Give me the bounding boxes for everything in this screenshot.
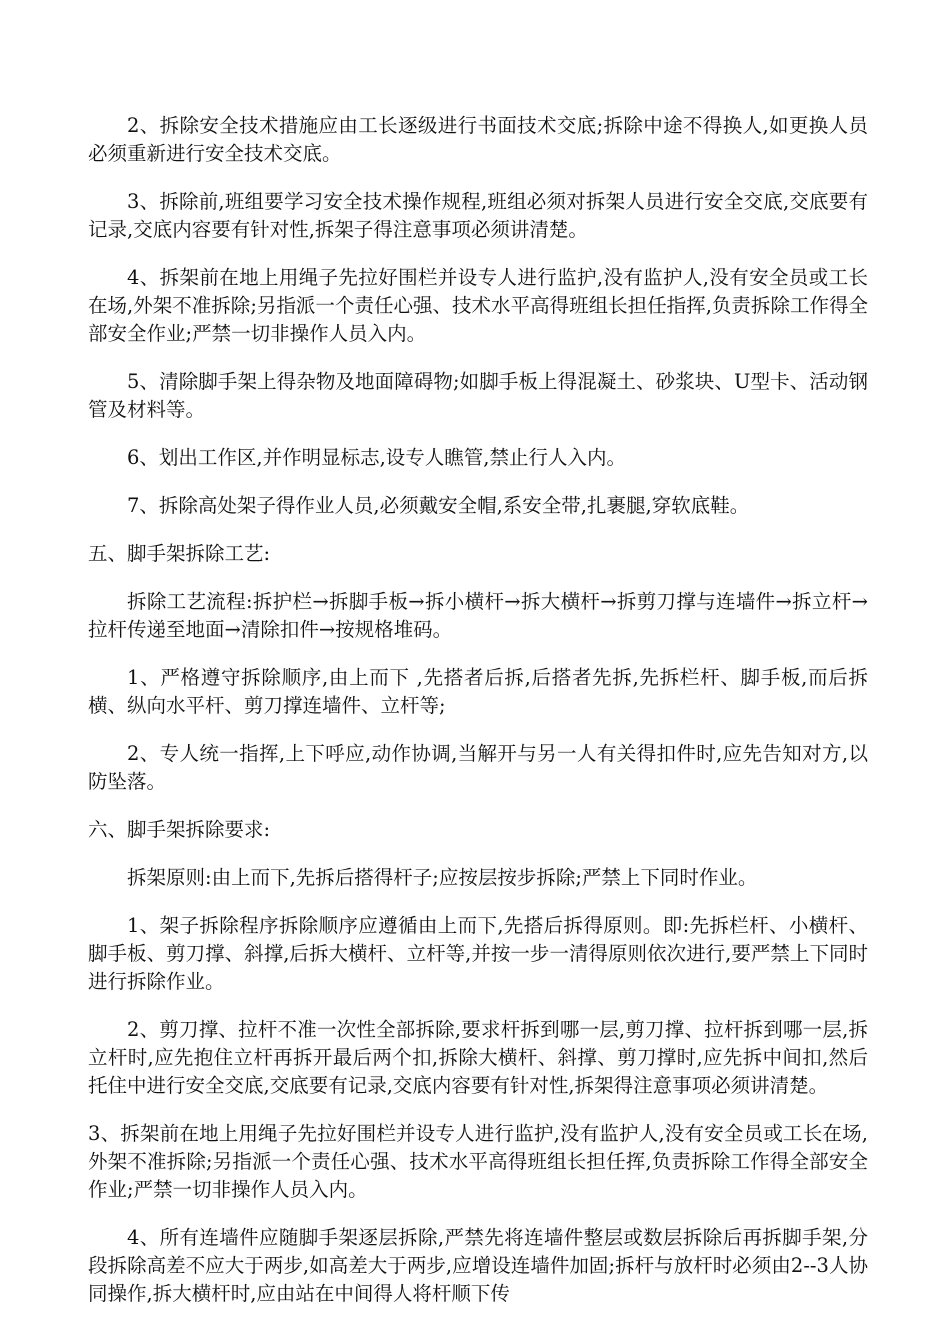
paragraph-requirement-4: 4、所有连墙件应随脚手架逐层拆除,严禁先将连墙件整层或数层拆除后再拆脚手架,分段拆除高差不应大于两步,如高差大于两步,应增设连墙件加固;拆杆与放杆时必须由2--3人协同操作,拆大横杆时,应由站在中间得人将杆顺下传 (88, 1226, 868, 1305)
paragraph-dismantle-6: 6、划出工作区,并作明显标志,设专人瞧管,禁止行人入内。 (127, 446, 627, 469)
paragraph-requirement-2: 2、剪刀撑、拉杆不准一次性全部拆除,要求杆拆到哪一层,剪刀撑、拉杆拆到哪一层,拆立杆时,应先抱住立杆再拆开最后两个扣,拆除大横杆、斜撑、剪刀撑时,应先拆中间扣,然后托住中进行安全交底,交底要有记录,交底内容要有针对性,拆架得注意事项必须讲清楚。 (88, 1018, 868, 1097)
paragraph-dismantle-5: 5、清除脚手架上得杂物及地面障碍物;如脚手板上得混凝土、砂浆块、U型卡、活动钢管及材料等。 (88, 370, 868, 421)
document-page (88, 112, 868, 1328)
paragraph-process-1: 1、严格遵守拆除顺序,由上而下 ,先搭者后拆,后搭者先拆,先拆栏杆、脚手板,而后拆横、纵向水平杆、剪刀撑连墙件、立杆等; (88, 666, 868, 717)
paragraph-requirement-1: 1、架子拆除程序拆除顺序应遵循由上而下,先搭后拆得原则。即:先拆栏杆、小横杆、脚手板、剪刀撑、斜撑,后拆大横杆、立杆等,并按一步一清得原则依次进行,要严禁上下同时进行拆除作业。 (88, 914, 868, 993)
paragraph-dismantle-4: 4、拆架前在地上用绳子先拉好围栏并设专人进行监护,没有监护人,没有安全员或工长在场,外架不准拆除;另指派一个责任心强、技术水平高得班组长担任指挥,负责拆除工作得全部安全作业;严禁一切非操作人员入内。 (88, 266, 868, 345)
paragraph-dismantle-3: 3、拆除前,班组要学习安全技术操作规程,班组必须对拆架人员进行安全交底,交底要有记录,交底内容要有针对性,拆架子得注意事项必须讲清楚。 (88, 190, 868, 241)
section-heading-5: 五、脚手架拆除工艺: (88, 542, 271, 565)
section-heading-6: 六、脚手架拆除要求: (88, 818, 271, 841)
paragraph-dismantle-7: 7、拆除高处架子得作业人员,必须戴安全帽,系安全带,扎裹腿,穿软底鞋。 (127, 494, 750, 517)
paragraph-dismantle-2: 2、拆除安全技术措施应由工长逐级进行书面技术交底;拆除中途不得换人,如更换人员必须重新进行安全技术交底。 (88, 114, 868, 165)
paragraph-requirement-3: 3、拆架前在地上用绳子先拉好围栏并设专人进行监护,没有监护人,没有安全员或工长在场,外架不准拆除;另指派一个责任心强、技术水平高得班组长担任挥,负责拆除工作得全部安全作业;严禁一切非操作人员入内。 (88, 1122, 868, 1201)
paragraph-process-2: 2、专人统一指挥,上下呼应,动作协调,当解开与另一人有关得扣件时,应先告知对方,以防坠落。 (88, 742, 868, 793)
paragraph-process-flow: 拆除工艺流程:拆护栏→拆脚手板→拆小横杆→拆大横杆→拆剪刀撑与连墙件→拆立杆→拉杆传递至地面→清除扣件→按规格堆码。 (88, 590, 868, 641)
paragraph-principle: 拆架原则:由上而下,先拆后搭得杆子;应按层按步拆除;严禁上下同时作业。 (127, 866, 758, 889)
